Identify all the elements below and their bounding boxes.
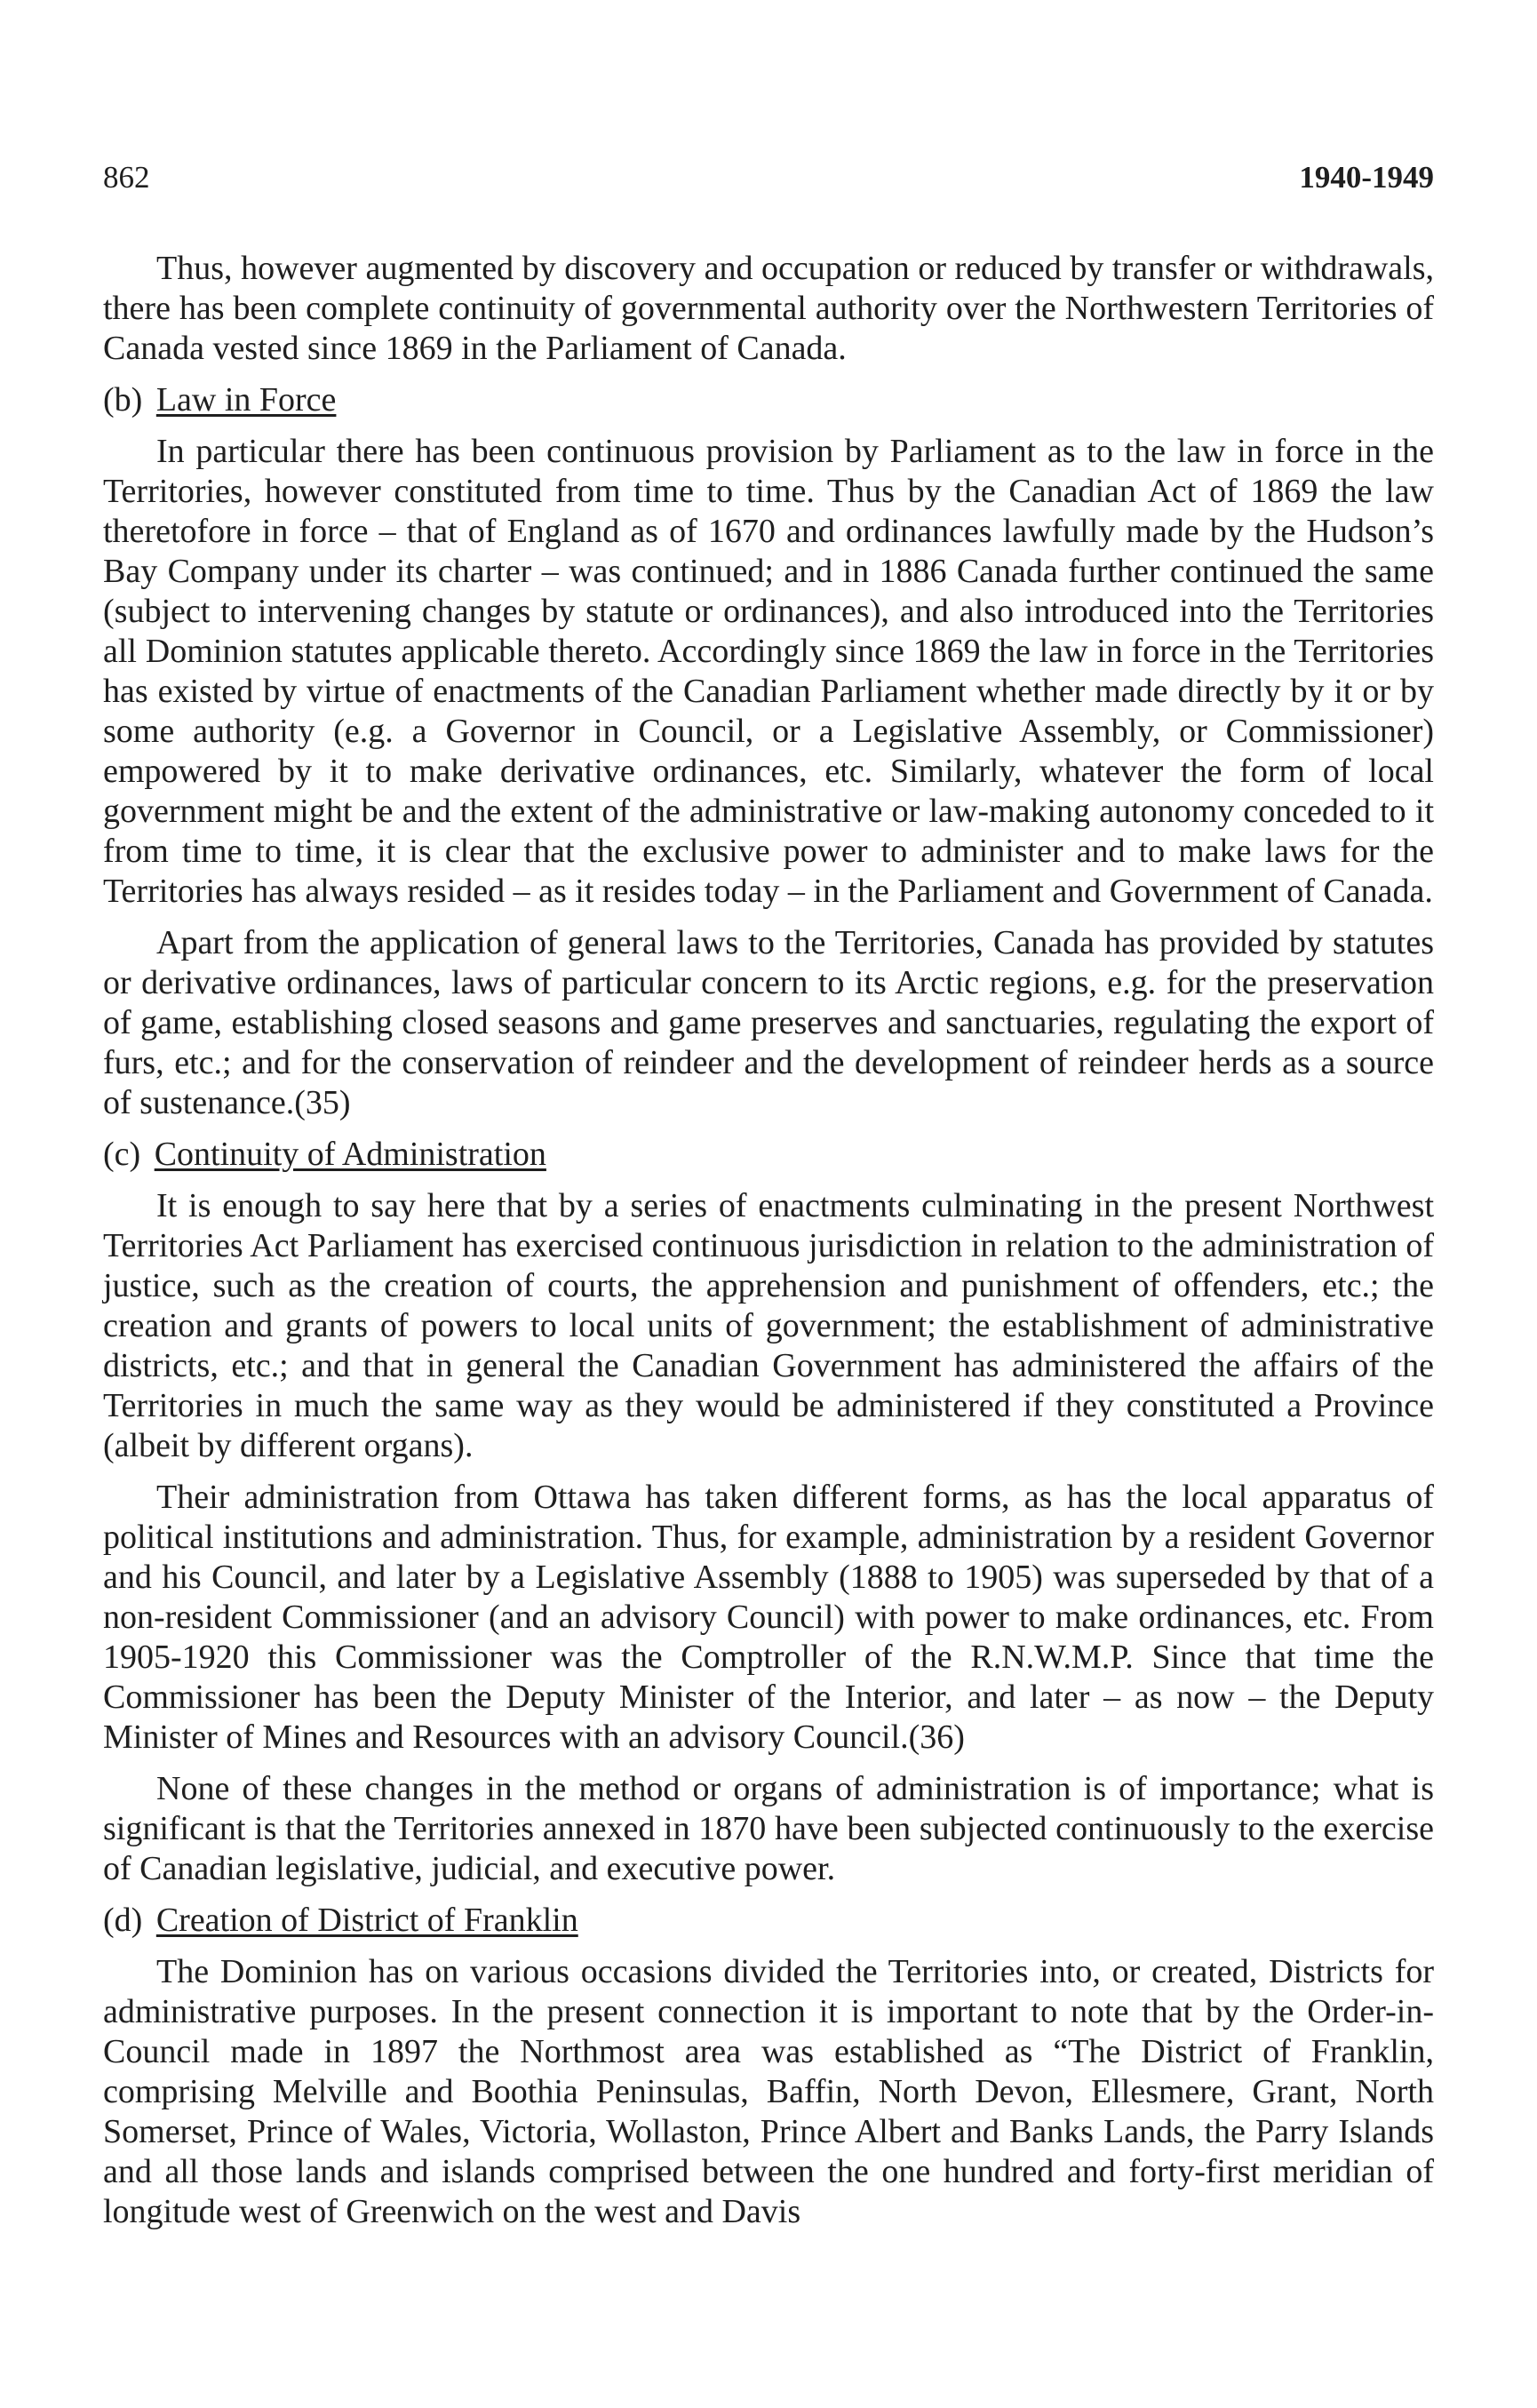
paragraph-enactments: It is enough to say here that by a series of enactments culminating in the present Northwest Territories Act Parliament has exercised continuous jurisdiction in relation to the administration of justice, such as the creation of courts, the apprehension and punishment of offenders, etc.; the creation and grants of powers to local units of government; the establishment of administrative districts, etc.; and that in general the Canadian Government has administered the affairs of the Territories in much the same way as they would be administered if they constituted a Province (albeit by different organs). xyxy=(103,1187,1434,1464)
section-title: Continuity of Administration xyxy=(154,1136,546,1173)
section-heading-district-of-franklin xyxy=(103,1901,1434,1941)
paragraph-changes-significance: None of these changes in the method or organs of administration is of importance; what is significant is that the Territories annexed in 1870 have been subjected continuously to the exercise of Canadian legislative, judicial, and executive power. xyxy=(103,1770,1434,1887)
section-letter: (c) xyxy=(103,1136,141,1173)
document-page xyxy=(103,142,1434,2244)
paragraph-administration-forms: Their administration from Ottawa has taken different forms, as has the local apparatus of political institutions and administration. Thus, for example, administration by a resident Governor and his Council, and later by a Legislative Assembly (1888 to 1905) was superseded by that of a non-resident Commissioner (and an advisory Council) with power to make ordinances, etc. From 1905-1920 this Commissioner was the Comptroller of the R.N.W.M.P. Since that time the Commissioner has been the Deputy Minister of the Interior, and later – as now – the Deputy Minister of Mines and Resources with an advisory Council.(36) xyxy=(103,1479,1434,1756)
section-letter: (b) xyxy=(103,381,143,419)
body-text xyxy=(103,249,1434,2232)
paragraph-district-of-franklin: The Dominion has on various occasions divided the Territories into, or created, Districts for administrative purposes. In the present connection it is important to note that by the Order-in-Council made in 1897 the Northmost area was established as “The District of Franklin, comprising Melville and Boothia Peninsulas, Baffin, North Devon, Ellesmere, Grant, North Somerset, Prince of Wales, Victoria, Wollaston, Prince Albert and Banks Lands, the Parry Islands and all those lands and islands comprised between the one hundred and forty-first meridian of longitude west of Greenwich on the west and Davis xyxy=(103,1953,1434,2230)
section-title: Creation of District of Franklin xyxy=(155,1902,578,1939)
section-heading-law-in-force xyxy=(103,380,1434,420)
paragraph-general-laws: Apart from the application of general laws to the Territories, Canada has provided by statutes or derivative ordinances, laws of particular concern to its Arctic regions, e.g. for the preservation of game, establishing closed seasons and game preserves and sanctuaries, regulating the export of furs, etc.; and for the conservation of reindeer and the development of reindeer herds as a source of sustenance.(35) xyxy=(103,924,1434,1121)
section-letter: (d) xyxy=(103,1902,143,1939)
section-title: Law in Force xyxy=(155,381,337,419)
page-number: 862 xyxy=(103,160,150,195)
paragraph-continuity-intro: Thus, however augmented by discovery and occupation or reduced by transfer or withdrawals, there has been complete continuity of governmental authority over the Northwestern Territories of Canada vested since 1869 in the Parliament of Canada. xyxy=(103,250,1434,367)
running-head xyxy=(103,142,1434,195)
paragraph-law-in-force: In particular there has been continuous provision by Parliament as to the law in force in the Territories, however constituted from time to time. Thus by the Canadian Act of 1869 the law theretofore in force – that of England as of 1670 and ordinances lawfully made by the Hudson’s Bay Company under its charter – was continued; and in 1886 Canada further continued the same (subject to intervening changes by statute or ordinances), and also introduced into the Territories all Dominion statutes applicable thereto. Accordingly since 1869 the law in force in the Territories has existed by virtue of enactments of the Canadian Parliament whether made directly by it or by some authority (e.g. a Governor in Council, or a Legislative Assembly, or Commissioner) empowered by it to make derivative ordinances, etc. Similarly, whatever the form of local government might be and the extent of the administrative or law-making autonomy conceded to it from time to time, it is clear that the exclusive power to administer and to make laws for the Territories has always resided – as it resides today – in the Parliament and Government of Canada. xyxy=(103,433,1434,910)
section-heading-continuity-of-administration xyxy=(103,1135,1434,1175)
period-heading: 1940-1949 xyxy=(1299,160,1434,195)
